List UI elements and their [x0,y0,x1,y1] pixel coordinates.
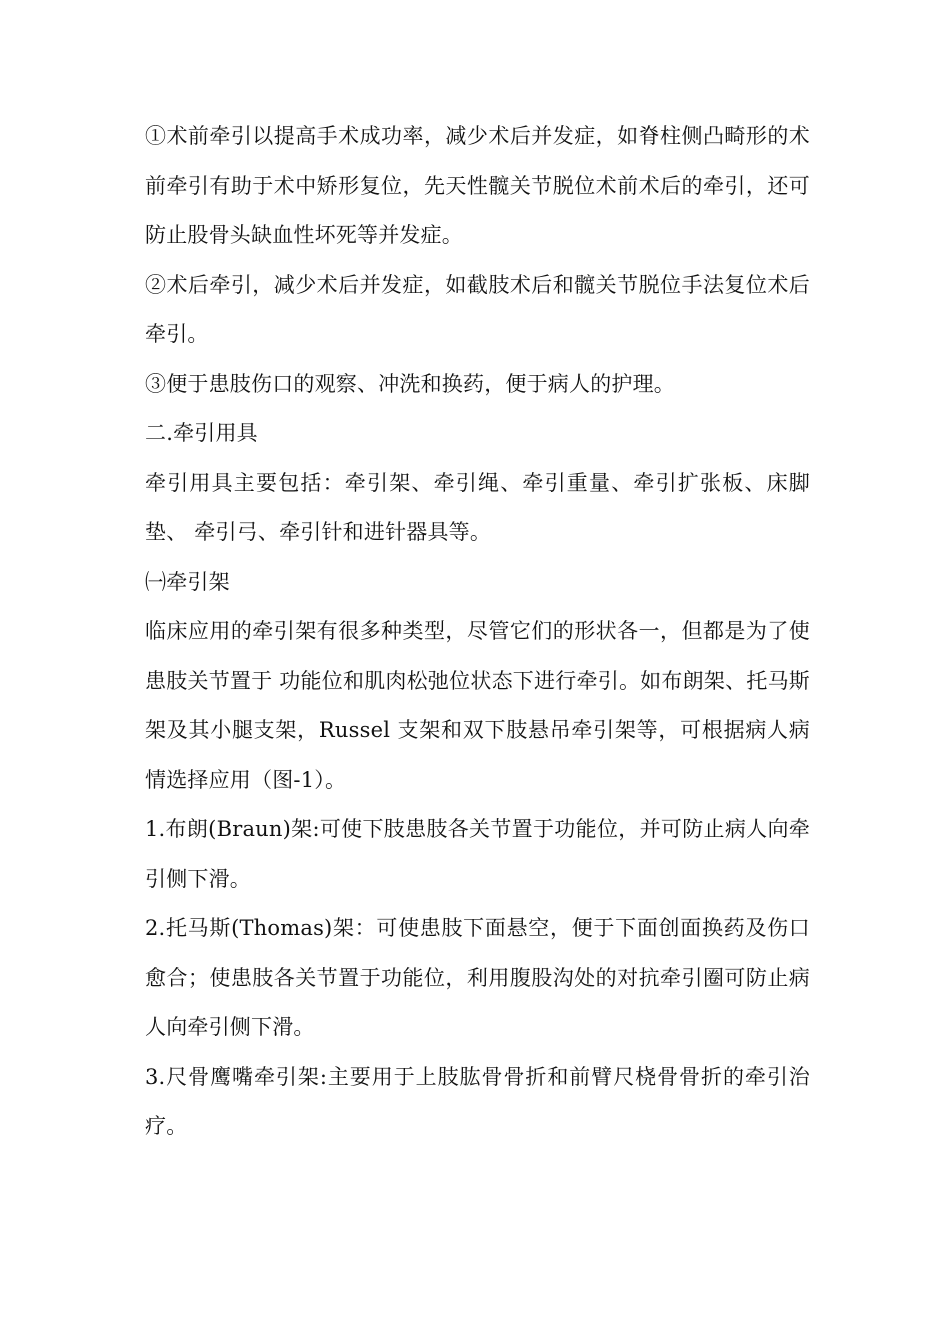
subsection-heading-traction-frame: ㈠牵引架 [145,569,230,594]
paragraph-tools-list: 牵引用具主要包括：牵引架、牵引绳、牵引重量、牵引扩张板、床脚垫、 牵引弓、牵引针和进针器具等。 [145,470,810,544]
list-item-olecranon-frame: 3.尺骨鹰嘴牵引架:主要用于上肢肱骨骨折和前臂尺桡骨骨折的牵引治疗。 [145,1064,810,1138]
list-item-thomas-frame: 2.托马斯(Thomas)架：可使患肢下面悬空，便于下面创面换药及伤口愈合；使患肢各关节置于功能位，利用腹股沟处的对抗牵引圈可防止病人向牵引侧下滑。 [145,916,810,1039]
section-heading-traction-tools: 二.牵引用具 [145,421,258,445]
paragraph-wound-care: ③便于患肢伤口的观察、冲洗和换药，便于病人的护理。 [145,371,675,396]
paragraph-postop-traction: ②术后牵引，减少术后并发症，如截肢术后和髋关节脱位手法复位术后牵引。 [145,272,810,346]
list-item-braun-frame: 1.布朗(Braun)架:可使下肢患肢各关节置于功能位，并可防止病人向牵引侧下滑。 [145,817,810,891]
paragraph-frame-types: 临床应用的牵引架有很多种类型，尽管它们的形状各一，但都是为了使患肢关节置于 功能位和肌肉松弛位状态下进行牵引。如布朗架、托马斯架及其小腿支架，Russel 支架和双下肢悬吊牵引架等，可根据病人病情选择应用（图-1）。 [145,619,810,792]
paragraph-preop-traction: ①术前牵引以提高手术成功率，减少术后并发症，如脊柱侧凸畸形的术前牵引有助于术中矫形复位，先天性髋关节脱位术前术后的牵引，还可防止股骨头缺血性坏死等并发症。 [145,124,810,247]
document-body [145,112,810,1152]
